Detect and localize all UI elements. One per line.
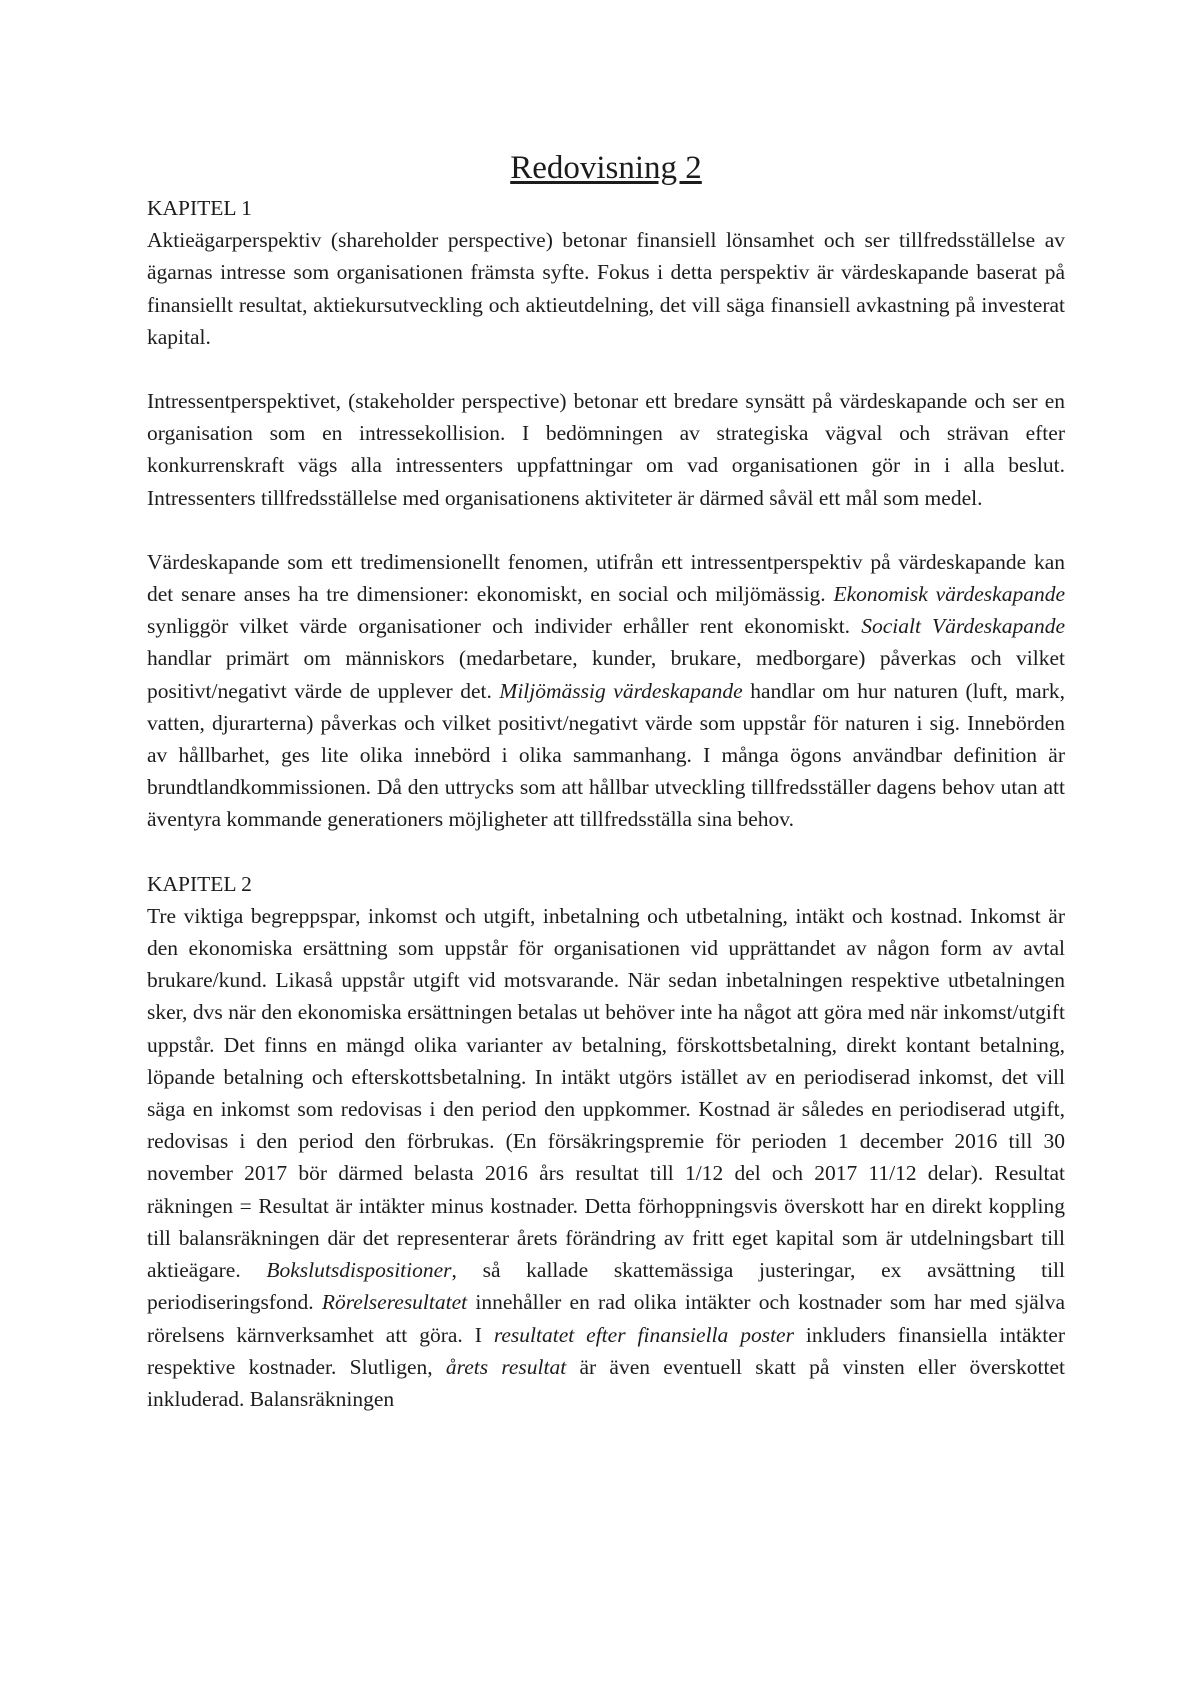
text-run: innehåller en rad olika intäkter och kostnader som har med själva rörelsens kärnverksamhet att göra. I <box>147 1290 1066 1347</box>
chapter-2-paragraph-1 <box>147 900 1065 1415</box>
paragraph-spacer <box>147 353 1065 385</box>
chapter-1-heading: KAPITEL 1 <box>147 196 252 220</box>
text-run: Värdeskapande som ett tredimensionellt fenomen, utifrån ett intressentperspektiv på värdeskapande kan det senare anses ha tre dimensioner: ekonomiskt, en social och miljömässig. <box>147 549 1065 607</box>
emphasis-arets-resultat: årets resultat <box>445 1354 567 1379</box>
chapter-2-heading: KAPITEL 2 <box>147 871 252 896</box>
text-run: , så kallade skattemässiga justeringar, ex avsättning till periodiseringsfond. <box>147 1258 1065 1315</box>
text-run: inkluders finansiella intäkter respektive kostnader. Slutligen, <box>147 1322 1065 1379</box>
chapter-1-paragraph-3 <box>147 546 1065 836</box>
paragraph-spacer <box>147 836 1065 868</box>
emphasis-bokslutsdispositioner: Bokslutsdispositioner <box>266 1258 452 1283</box>
text-run: handlar om hur naturen (luft, mark, vatten, djurarterna) påverkas och vilket positivt/negativt värde som uppstår för naturen i sig. Innebörden av hållbarhet, ges lite olika innebörd i olika sammanhang. I många ögons användbar definition är brundtlandkommissionen. Då den uttrycks som att hållbar utveckling tillfredsställer dagens behov utan att äventyra kommande generationers möjligheter att tillfredsställa sina behov. <box>147 678 1066 832</box>
emphasis-rorelseresultatet: Rörelseresultatet <box>321 1290 468 1315</box>
page-title: Redovisning 2 <box>510 150 702 186</box>
text-run: handlar primärt om människors (medarbetare, kunder, brukare, medborgare) påverkas och vilket positivt/negativt värde de upplever det. <box>147 646 1065 703</box>
emphasis-miljomassig: Miljömässig värdeskapande <box>499 678 743 703</box>
chapter-1-paragraph-1: Aktieägarperspektiv (shareholder perspective) betonar finansiell lönsamhet och ser tillfredsställelse av ägarnas intresse som organisationen främsta syfte. Fokus i detta perspektiv är värdeskapande baserat på finansiellt resultat, aktiekursutveckling och aktieutdelning, det vill säga finansiell avkastning på investerat kapital. <box>147 228 1065 349</box>
emphasis-resultatet-efter-finansiella-poster: resultatet efter finansiella poster <box>493 1322 794 1347</box>
emphasis-ekonomisk: Ekonomisk värdeskapande <box>833 582 1065 607</box>
text-run: synliggör vilket värde organisationer och individer erhåller rent ekonomiskt. <box>147 614 862 639</box>
text-run: är även eventuell skatt på vinsten eller överskottet inkluderad. Balansräkningen <box>147 1354 1065 1411</box>
paragraph-spacer <box>147 514 1065 546</box>
emphasis-socialt: Socialt Värdeskapande <box>861 614 1065 639</box>
text-run: Tre viktiga begreppspar, inkomst och utgift, inbetalning och utbetalning, intäkt och kostnad. Inkomst är den ekonomiska ersättning som uppstår för organisationen vid upprättandet av någon form av avtal brukare/kund. Likaså uppstår utgift vid motsvarande. När sedan inbetalningen respektive utbetalningen sker, dvs när den ekonomiska ersättningen betalas ut behöver inte ha något att göra med när inkomst/utgift uppstår. Det finns en mängd olika varianter av betalning, förskottsbetalning, direkt kontant betalning, löpande betalning och efterskottsbetalning. In intäkt utgörs istället av en periodiserad inkomst, det vill säga en inkomst som redovisas i den period den uppkommer. Kostnad är således en periodiserad utgift, redovisas i den period den förbrukas. (En försäkringspremie för perioden 1 december 2016 till 30 november 2017 bör därmed belasta 2016 års resultat till 1/12 del och 2017 11/12 delar). Resultat räkningen = Resultat är intäkter minus kostnader. Detta förhoppningsvis överskott har en direkt koppling till balansräkningen där det representerar årets förändring av fritt eget kapital som är utdelningsbart till aktieägare. <box>147 903 1065 1283</box>
chapter-1-paragraph-2: Intressentperspektivet, (stakeholder perspective) betonar ett bredare synsätt på värdeskapande och ser en organisation som en intressekollision. I bedömningen av strategiska vägval och strävan efter konkurrenskraft vägs alla intressenters uppfattningar om vad organisationen gör in i alla beslut. Intressenters tillfredsställelse med organisationens aktiviteter är därmed såväl ett mål som medel. <box>147 389 1065 510</box>
document-page <box>147 148 1065 1415</box>
